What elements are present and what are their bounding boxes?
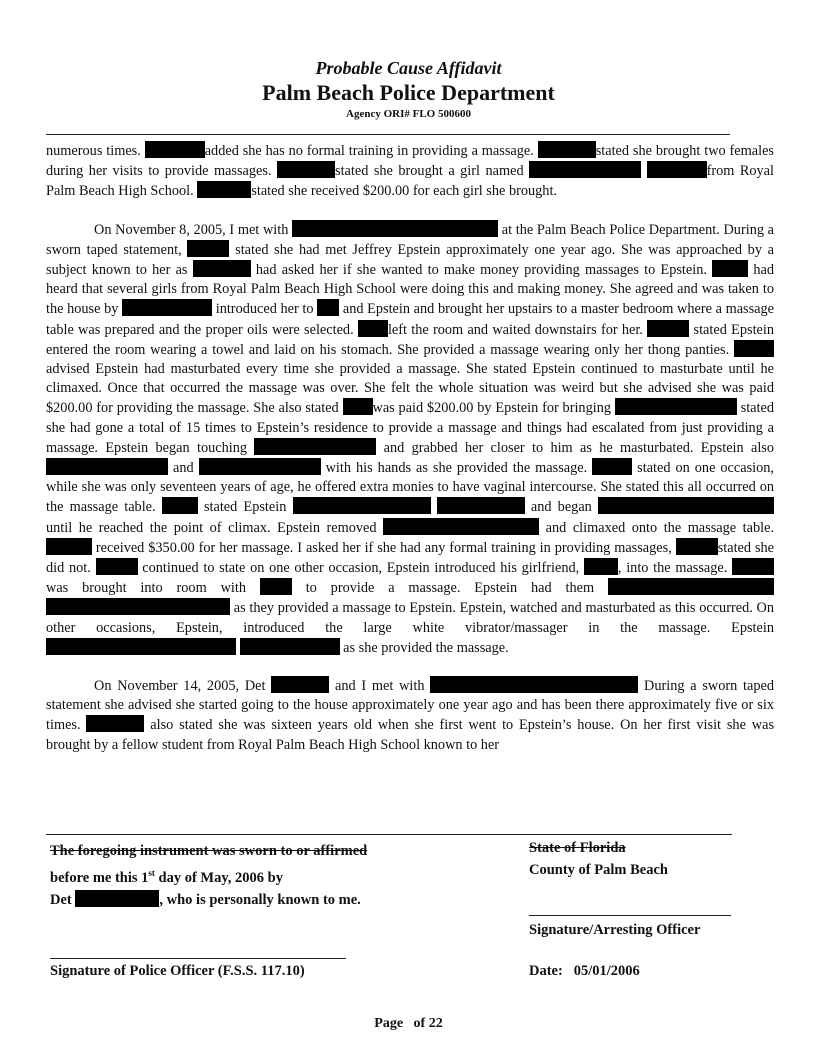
text-span: stated Epstein: [203, 499, 287, 516]
police-officer-label: Signature of Police Officer (F.S.S. 117.10): [50, 963, 305, 979]
text-span: left the room and waited downstairs for her.: [387, 321, 643, 338]
affidavit-body: [46, 141, 774, 755]
redaction-block: [358, 320, 388, 337]
sworn-text: before me this 1: [50, 869, 149, 886]
text-span: stated she brought two females during her visits to provide massages.: [46, 143, 774, 180]
sworn-text: day of May, 2006 by: [154, 869, 283, 886]
text-span: advised Epstein had masturbated every time she provided a massage. She stated Epstein continued to masturbate until he climaxed. Once that occurred the massage was over. She felt the whole situation was weird but she advised she was paid $200.00 for providing the massage. She also stated: [46, 361, 774, 417]
text-span: stated she did not.: [46, 539, 775, 577]
redaction-block: [193, 260, 251, 277]
redaction-block: [592, 458, 632, 475]
text-span: and Epstein and brought her upstairs to a master bedroom where a massage table was prepared and the proper oils were selected.: [46, 301, 775, 338]
text-span: and I met with: [335, 678, 425, 695]
paragraph-nov-8: [46, 220, 774, 658]
text-span: as they provided a massage to Epstein. Epstein, watched and masturbated as this occurred. On other occasions, Epstein, introduced the large white vibrator/massager in the massage. Epstein: [46, 600, 775, 636]
paragraph-continued: [46, 141, 774, 202]
text-span: On November 14, 2005, Det: [94, 678, 266, 695]
arresting-signature-line: [529, 915, 731, 916]
agency-ori: Agency ORI# FLO 500600: [346, 108, 471, 120]
redaction-block: [46, 458, 168, 475]
redaction-block: [277, 161, 335, 178]
redaction-block: [383, 518, 539, 535]
redaction-block: [529, 161, 641, 178]
text-span: introduced her to: [215, 301, 314, 318]
redaction-block: [712, 260, 748, 277]
date-value: 05/01/2006: [573, 963, 640, 979]
redaction-block: [343, 398, 373, 415]
text-span: until he reached the point of climax. Epstein removed: [46, 519, 377, 536]
sworn-ordinal: st: [148, 868, 155, 878]
redaction-block: [86, 715, 144, 732]
redaction-block: [145, 141, 205, 158]
redaction-block: [271, 676, 329, 693]
text-span: and: [172, 460, 194, 477]
redaction-block: [615, 398, 737, 415]
sworn-line-1: The foregoing instrument was sworn to or affirmed: [50, 843, 368, 859]
redaction-block: [734, 340, 774, 357]
page-label: Page: [374, 1016, 404, 1031]
redaction-block: [676, 538, 718, 555]
redaction-block: [317, 299, 339, 316]
text-span: also stated she was sixteen years old when she first went to Epstein’s house. On her first visit she was brought by a fellow student from Royal Palm Beach High School known to her: [46, 717, 775, 753]
redaction-block: [46, 598, 230, 615]
document-title: Probable Cause Affidavit: [315, 58, 502, 78]
redaction-block: [197, 181, 251, 198]
redaction-block: [162, 497, 198, 514]
date-label: Date:: [529, 963, 563, 979]
redaction-block: [732, 558, 774, 575]
redaction-block: [122, 299, 212, 316]
county-label: County of Palm Beach: [529, 862, 668, 878]
sworn-text: Det: [50, 891, 72, 908]
text-span: stated Epstein entered the room wearing a towel and laid on his stomach. She provided a massage wearing only her thong panties.: [46, 321, 775, 358]
text-span: numerous times.: [46, 143, 141, 159]
text-span: and climaxed onto the massage table.: [545, 519, 775, 536]
text-span: as she provided the massage.: [343, 639, 509, 656]
redaction-block: [538, 141, 596, 158]
redaction-block: [437, 497, 525, 514]
redaction-block: [647, 320, 689, 337]
text-span: was paid $200.00 by Epstein for bringing: [372, 400, 611, 417]
footer-rule: [46, 834, 732, 835]
sworn-statement: [50, 840, 367, 911]
state-label: State of Florida: [529, 840, 626, 856]
redaction-block: [430, 676, 638, 693]
text-span: had asked her if she wanted to make money providing massages to Epstein.: [255, 262, 707, 279]
text-span: , into the massage.: [617, 560, 728, 577]
sworn-line-3: [50, 889, 367, 911]
police-signature-line: [50, 958, 346, 959]
redaction-block: [293, 497, 431, 514]
redaction-block: [199, 458, 321, 475]
text-span: stated on one occasion, while she was only seventeen years of age, he offered extra monies to have vaginal intercourse. She stated this all occurred on the massage table.: [46, 460, 774, 516]
header-rule: [46, 134, 730, 135]
redaction-block: [187, 240, 229, 257]
text-span: to provide a massage. Epstein had them: [305, 580, 595, 597]
page-number: [0, 1016, 817, 1032]
text-span: and grabbed her closer to him as he masturbated. Epstein also: [383, 439, 775, 456]
redaction-block: [647, 161, 707, 178]
page-total: of 22: [413, 1016, 443, 1031]
text-span: stated she had met Jeffrey Epstein approximately one year ago. She was approached by a subject known to her as: [46, 241, 775, 279]
redaction-block: [46, 538, 92, 555]
redaction-block: [254, 438, 376, 455]
redaction-block: [240, 638, 340, 655]
text-span: from Royal Palm Beach High School.: [46, 163, 774, 200]
arresting-officer-label: Signature/Arresting Officer: [529, 922, 701, 938]
redaction-block: [598, 497, 774, 514]
sworn-text: , who is personally known to me.: [159, 891, 361, 908]
redaction-block: [96, 558, 138, 575]
text-span: On November 8, 2005, I met with: [94, 221, 289, 238]
text-span: was brought into room with: [46, 580, 246, 597]
redaction-block: [46, 638, 236, 655]
text-span: with his hands as she provided the massage.: [325, 460, 588, 477]
text-span: added she has no formal training in providing a massage.: [204, 143, 534, 159]
department-name: Palm Beach Police Department: [262, 80, 555, 105]
sworn-line-2: [50, 862, 367, 889]
text-span: stated she received $200.00 for each girl she brought.: [251, 183, 557, 200]
text-span: received $350.00 for her massage. I asked her if she had any formal training in providing massages,: [95, 539, 672, 556]
redaction-block: [75, 890, 159, 907]
redaction-block: [260, 578, 292, 595]
text-span: continued to state on one other occasion, Epstein introduced his girlfriend,: [142, 560, 580, 577]
text-span: had heard that several girls from Royal Palm Beach High School were doing this and making money. She agreed and was taken to the house by: [46, 262, 774, 318]
text-span: stated she had gone a total of 15 times to Epstein’s residence to provide a massage and things had escalated from just providing a massage. Epstein began touching: [46, 400, 774, 456]
text-span: stated she brought a girl named: [335, 163, 524, 180]
paragraph-nov-14: [46, 676, 774, 755]
redaction-block: [584, 558, 618, 575]
text-span: at the Palm Beach Police Department. During a sworn taped statement,: [46, 221, 775, 258]
redaction-block: [292, 220, 498, 237]
text-span: During a sworn taped statement she advised she started going to the house approximately one year ago and has been there approximately five or six times.: [46, 678, 775, 734]
date-field: [529, 963, 640, 980]
redaction-block: [608, 578, 774, 595]
text-span: and began: [530, 499, 592, 516]
